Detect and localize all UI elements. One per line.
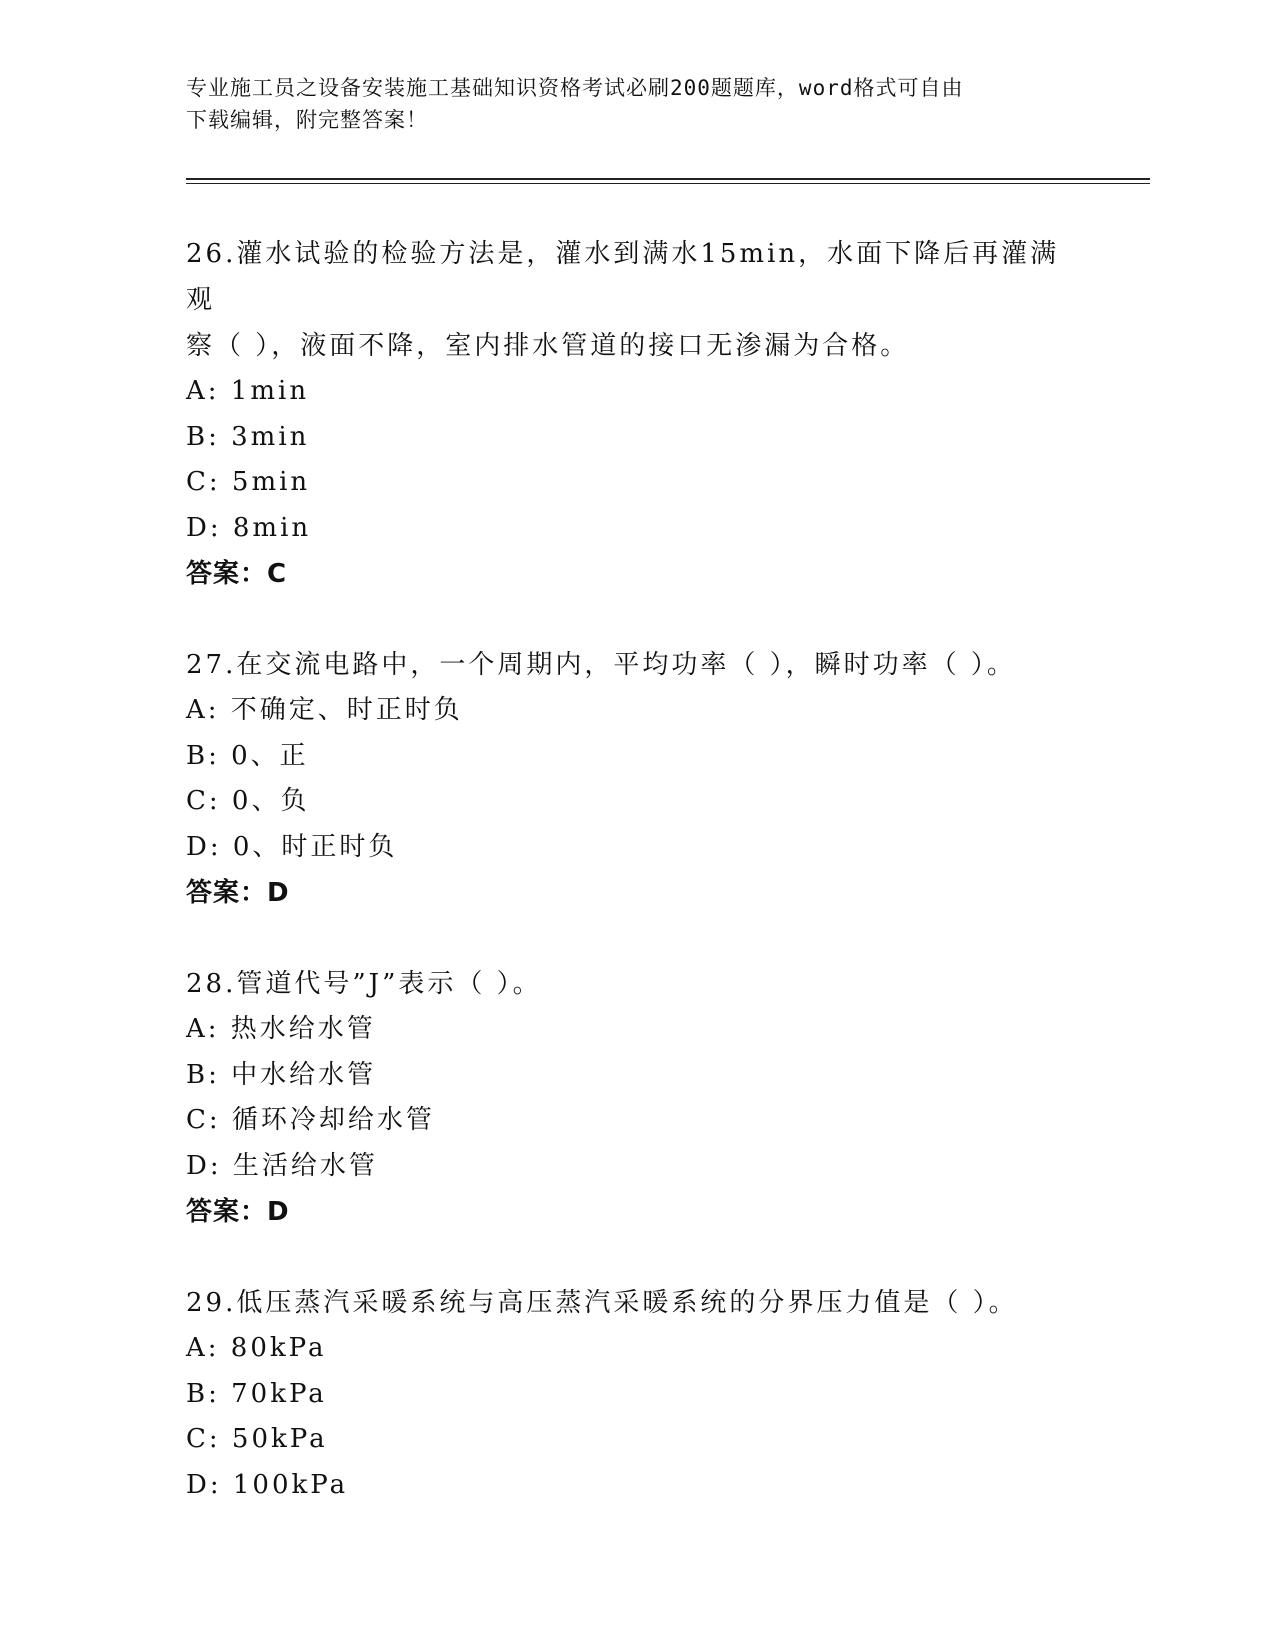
option-c: C: 50kPa <box>186 1424 328 1454</box>
question-text-line: 27.在交流电路中，一个周期内，平均功率（ ），瞬时功率（ ）。 <box>186 650 1016 680</box>
option-d: D: 0、时正时负 <box>186 831 398 862</box>
document-header <box>186 72 1066 136</box>
question-26 <box>186 231 1086 597</box>
question-27 <box>186 642 1086 916</box>
option-c: C: 0、负 <box>186 786 310 816</box>
header-divider <box>186 178 1150 180</box>
question-text-line: 29.低压蒸汽采暖系统与高压蒸汽采暖系统的分界压力值是（ ）。 <box>186 1288 1018 1318</box>
question-text-line: 察（ ），液面不降，室内排水管道的接口无渗漏为合格。 <box>186 331 910 361</box>
option-a: A: 热水给水管 <box>186 1014 376 1044</box>
option-c: C: 5min <box>186 467 311 497</box>
question-text-line: 26.灌水试验的检验方法是，灌水到满水15min，水面下降后再灌满观 <box>186 239 1060 315</box>
option-d: D: 生活给水管 <box>186 1150 378 1181</box>
question-text-line: 28.管道代号”J”表示（ ）。 <box>186 969 542 999</box>
question-28 <box>186 961 1086 1235</box>
option-b: B: 70kPa <box>186 1378 327 1409</box>
option-a: A: 不确定、时正时负 <box>186 695 463 725</box>
option-a: A: 1min <box>186 376 310 406</box>
option-c: C: 循环冷却给水管 <box>186 1105 435 1135</box>
question-list <box>186 231 1086 1508</box>
option-d: D: 100kPa <box>186 1469 349 1500</box>
answer: 答案：D <box>186 878 290 908</box>
option-a: A: 80kPa <box>186 1333 327 1363</box>
answer: 答案：C <box>186 559 288 589</box>
header-line-1: 专业施工员之设备安装施工基础知识资格考试必刷200题题库，word格式可自由 <box>186 76 964 100</box>
answer: 答案：D <box>186 1197 290 1227</box>
option-b: B: 3min <box>186 421 310 452</box>
header-line-2: 下载编辑，附完整答案！ <box>186 108 428 132</box>
option-b: B: 中水给水管 <box>186 1059 377 1090</box>
question-29 <box>186 1280 1086 1508</box>
option-b: B: 0、正 <box>186 740 309 771</box>
option-d: D: 8min <box>186 512 312 543</box>
header-divider-thin <box>186 183 1150 184</box>
